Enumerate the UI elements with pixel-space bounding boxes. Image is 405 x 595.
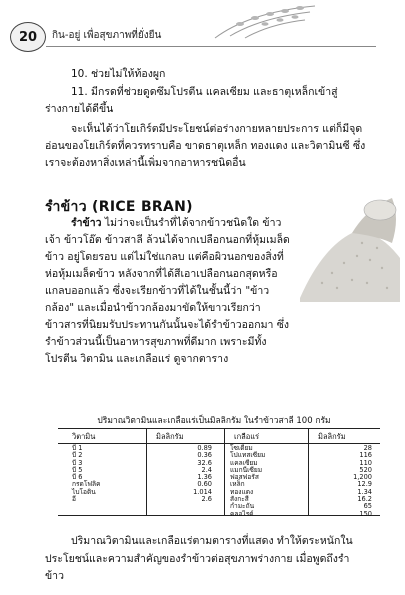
- mineral-name-cell: โซเดียม: [230, 444, 253, 452]
- vitamin-mg-cell: 32.6: [197, 458, 212, 467]
- mineral-mg-cell: 520: [359, 465, 372, 474]
- vitamin-mg-cell: 1.36: [197, 473, 212, 482]
- mineral-name-column: [230, 445, 304, 518]
- vitamin-name-cell: บี 5: [72, 465, 83, 474]
- vitamin-name-cell: ไบโอติน: [72, 487, 96, 496]
- page-header: [0, 0, 405, 60]
- mineral-name-cell: แมกนีเซียม: [230, 465, 263, 474]
- mineral-name-cell: ฟอสฟอรัส: [230, 473, 259, 482]
- mineral-name-cell: โปแทสเซียม: [230, 451, 266, 460]
- mineral-mg-cell: 116: [359, 451, 372, 460]
- mineral-name-cell: เหล็ก: [230, 480, 245, 489]
- mineral-name-cell: ทองแดง: [230, 487, 254, 496]
- table-divider: [224, 429, 225, 515]
- closing-line-1: ปริมาณวิตามินและเกลือแร่ตามตารางที่แสดง ทำให้ตระหนักใน: [71, 535, 353, 547]
- vitamin-name-cell: บี 1: [72, 444, 83, 452]
- mineral-mg-cell: 28: [363, 444, 372, 452]
- page-number-badge: [10, 22, 46, 52]
- mineral-mg-cell: 150: [359, 509, 372, 518]
- vitamin-name-cell: บี 2: [72, 451, 83, 460]
- table-divider: [308, 429, 309, 515]
- vitamin-name-cell: บี 3: [72, 458, 83, 467]
- vitamin-name-column: [72, 445, 142, 503]
- vitamin-mg-cell: 0.60: [197, 480, 212, 489]
- rice-bran-description: ไม่ว่าจะเป็นรำที่ได้จากข้าวชนิดใด ข้าวเจ้า ข้าวโอ๊ต ข้าวสาลี ล้วนได้จากเปลือกนอกที่หุ้มเมล็ดข้าว อยู่โดยรอบ แต่ไม่ใช่แกลบ แต่คือผิวนอกของสิ่งที่ห่อหุ้มเมล็ดข้าว หลังจากที่ได้สีเอาเปลือกนอกสุดหรือแกลบออกแล้ว ซึ่งจะเรียกข้าวที่ได้ในชั้นนี้ว่า "ข้าวกล้อง" และเมื่อนำข้าวกล้องมาขัดให้ขาวเรียกว่าข้าวสารที่นิยมรับประทานกันนั้นจะได้รำข้าวออกมา ซึ่งรำข้าวส่วนนี้เป็นอาหารสุขภาพที่ดีมาก เพราะมีทั้งโปรตีน วิตามิน และเกลือแร่ ดูจากตาราง: [45, 217, 290, 365]
- rice-bran-body: [45, 215, 291, 368]
- vitamin-mg-cell: 2.4: [201, 465, 212, 474]
- mineral-mg-cell: 16.2: [357, 495, 372, 504]
- vitamin-name-cell: บี 6: [72, 473, 83, 482]
- header-vitamin: วิตามิน: [72, 432, 96, 441]
- header-mineral-mg: มิลลิกรัม: [318, 432, 346, 441]
- vitamin-mg-cell: 1.014: [193, 487, 212, 496]
- vitamin-name-cell: อี: [72, 495, 76, 504]
- vitamin-mg-cell: 2.6: [201, 495, 212, 504]
- rice-stalk-ornament-icon: [210, 2, 320, 40]
- header-vitamin-mg: มิลลิกรัม: [156, 432, 184, 441]
- table-header-row: [58, 431, 380, 444]
- header-rule: [46, 46, 376, 47]
- mineral-name-cell: กำมะถัน: [230, 502, 255, 511]
- mineral-mg-cell: 1,200: [353, 473, 372, 482]
- section-title: รำข้าว (RICE BRAN): [45, 199, 193, 215]
- running-header-title: กิน-อยู่ เพื่อสุขภาพที่ยั่งยืน: [52, 30, 162, 41]
- closing-line-2: ประโยชน์และความสำคัญของรำข้าวต่อสุขภาพร่างกาย เมื่อพูดถึงรำข้าว: [45, 553, 350, 582]
- mineral-name-cell: สังกะสี: [230, 495, 249, 504]
- mineral-name-cell: แคลเซียม: [230, 458, 258, 467]
- mineral-mg-cell: 110: [359, 458, 372, 467]
- mineral-mg-cell: 1.34: [357, 487, 372, 496]
- mineral-mg-cell: 65: [363, 502, 372, 511]
- benefit-11: 11. มีกรดที่ช่วยดูดซึมโปรตีน แคลเซียม และธาตุเหล็กเข้าสู่ร่างกายได้ดีขึ้น: [45, 86, 338, 115]
- yogurt-summary: จะเห็นได้ว่าโยเกิร์ตมีประโยชน์ต่อร่างกายหลายประการ แต่ก็มีจุดอ่อนของโยเกิร์ตที่ควรทราบคือ ขาดธาตุเหล็ก ทองแดง และวิตามินซี ซึ่งเราจะต้องหาสิ่งเหล่านี้เพิ่มจากอาหารชนิดอื่น: [45, 123, 366, 169]
- table-divider: [146, 429, 147, 515]
- mineral-name-cell: คลอไรด์: [230, 509, 254, 518]
- rice-bran-heap-image: [292, 188, 402, 303]
- benefit-10: 10. ช่วยไม่ให้ท้องผูก: [71, 68, 166, 80]
- vitamin-name-cell: กรดโฟลิค: [72, 480, 101, 489]
- vitamin-mg-cell: 0.36: [197, 451, 212, 460]
- page-number: 20: [18, 29, 38, 45]
- header-mineral: เกลือแร่: [234, 432, 260, 441]
- mineral-mg-cell: 12.9: [357, 480, 372, 489]
- vitamin-mg-column: [150, 445, 212, 503]
- rice-bran-term: รำข้าว: [71, 217, 102, 229]
- vitamin-mg-cell: 0.89: [197, 444, 212, 452]
- nutrient-table: [58, 428, 380, 516]
- table-caption: ปริมาณวิตามินและเกลือแร่เป็นมิลลิกรัม ในรำข้าวสาลี 100 กรัม: [97, 416, 331, 426]
- mineral-mg-column: [312, 445, 372, 518]
